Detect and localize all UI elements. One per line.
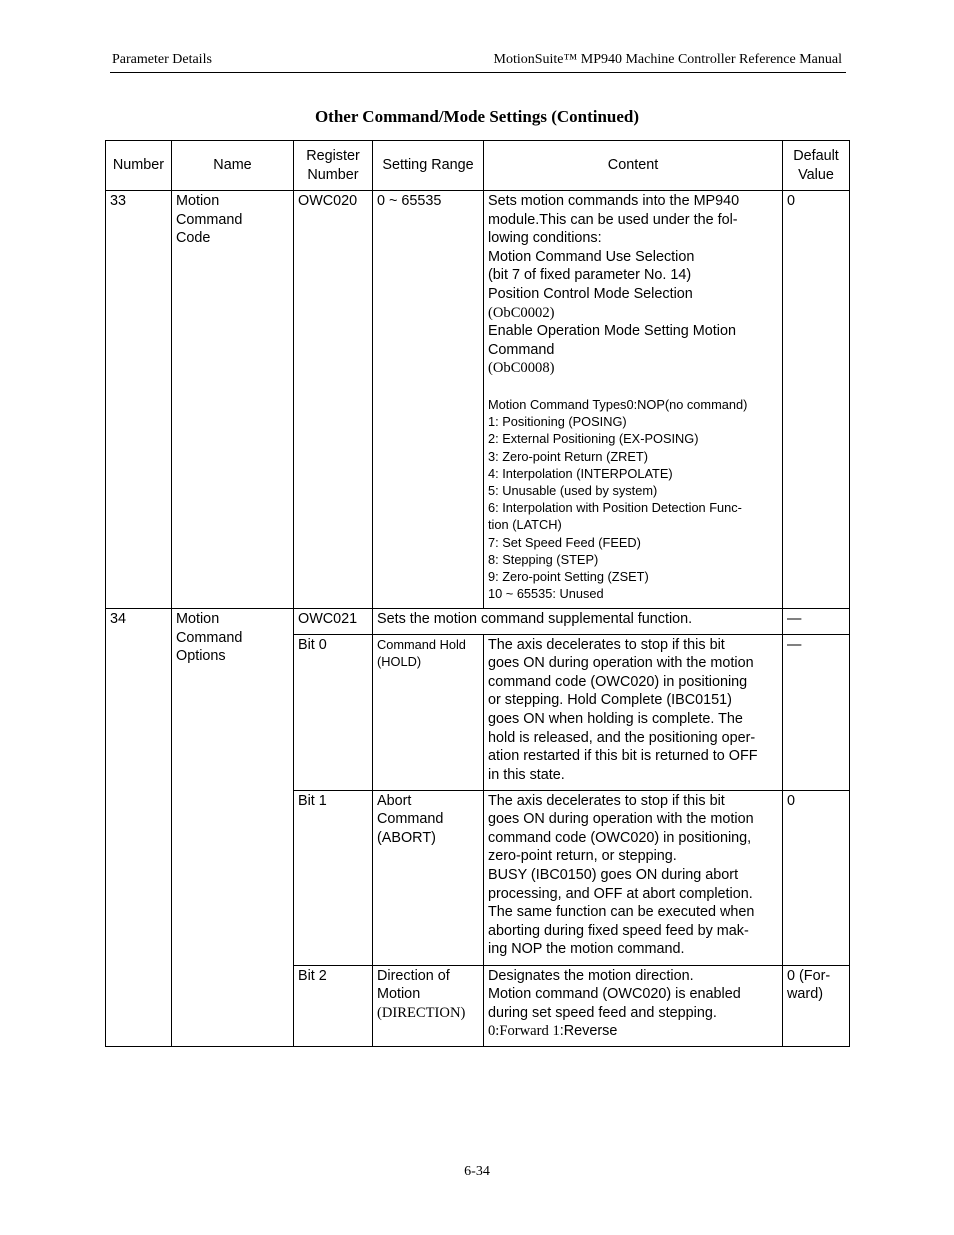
col-name: Name [172, 141, 294, 191]
row33-content-line: (ObC0008) [488, 360, 555, 377]
row33-content-line: (bit 7 of fixed parameter No. 14) [488, 267, 692, 284]
bit2-content-line: Motion command (OWC020) is enabled [488, 986, 741, 1003]
bit2-label: Bit 2 [294, 965, 373, 1046]
col-register [294, 141, 373, 191]
motion-type-line: tion (LATCH) [488, 517, 562, 533]
bit0-content-line: goes ON when holding is complete. The [488, 710, 743, 727]
bit1-default-line: 0 [787, 792, 796, 809]
row33-content-line: Position Control Mode Selection [488, 285, 693, 302]
direction-forward-text: 0:Forward 1 [488, 1023, 560, 1040]
bit1-content-line: zero-point return, or stepping. [488, 848, 677, 865]
row33-content [484, 191, 783, 609]
row33-content-line: module.This can be used under the fol- [488, 211, 738, 228]
bit2-default-line: 0 (For- [787, 967, 831, 984]
row33-name-line: Motion [176, 193, 220, 209]
bit2-name-line: Motion [377, 986, 421, 1003]
bit0-content-line: hold is released, and the positioning oper- [488, 729, 756, 746]
header-section-title: Parameter Details [112, 52, 212, 67]
table-row-34 [106, 609, 850, 635]
bit0-name-line: Command Hold [377, 636, 466, 652]
bit1-content-line: processing, and OFF at abort completion. [488, 885, 753, 902]
row33-default: 0 [783, 191, 850, 609]
bit0-content-line: goes ON during operation with the motion [488, 655, 754, 672]
bit0-content-line: The axis decelerates to stop if this bit [488, 636, 725, 653]
col-default-line1: Default [793, 147, 839, 164]
bit2-name [373, 965, 484, 1046]
bit0-content-line: or stepping. Hold Complete (IBC0151) [488, 692, 732, 709]
bit1-content-line: goes ON during operation with the motion [488, 811, 754, 828]
header-rule [110, 72, 846, 73]
row34-name-line: Motion [176, 611, 220, 627]
motion-type-line: 7: Set Speed Feed (FEED) [488, 534, 641, 550]
bit2-name-line: Direction of [377, 967, 450, 984]
table-title: Other Command/Mode Settings (Continued) [314, 107, 640, 126]
motion-type-line: 10 ~ 65535: Unused [488, 586, 604, 602]
bit0-default [783, 634, 850, 790]
row33-name-line: Code [176, 230, 211, 247]
bit1-content-line: BUSY (IBC0150) goes ON during abort [488, 866, 739, 883]
bit1-content-line: command code (OWC020) in positioning, [488, 829, 752, 846]
bit1-name [373, 790, 484, 965]
row33-range: 0 ~ 65535 [373, 191, 484, 609]
motion-type-line: 4: Interpolation (INTERPOLATE) [488, 465, 673, 481]
bit2-content-line: Designates the motion direction. [488, 967, 694, 984]
row34-name-line: Command [176, 629, 243, 646]
row34-name-line: Options [176, 648, 226, 665]
col-register-line1: Register [306, 147, 360, 164]
bit2-name-line: (DIRECTION) [377, 1004, 466, 1021]
row33-content-line: (ObC0002) [488, 304, 555, 321]
bit1-content-line: aborting during fixed speed feed by mak- [488, 922, 749, 939]
row33-register: OWC020 [294, 191, 373, 609]
col-default-line2: Value [798, 166, 834, 183]
bit1-name-line: Abort [377, 792, 412, 809]
bit1-content-line: The axis decelerates to stop if this bit [488, 792, 725, 809]
bit2-content-line [488, 1022, 778, 1041]
row33-name [172, 191, 294, 609]
row34-default: — [783, 609, 850, 635]
col-default [783, 141, 850, 191]
bit0-label: Bit 0 [294, 634, 373, 790]
bit0-name [373, 634, 484, 790]
motion-type-line: 1: Positioning (POSING) [488, 414, 627, 430]
bit0-content [484, 634, 783, 790]
row33-number: 33 [106, 191, 172, 609]
motion-type-line: 6: Interpolation with Position Detection Func- [488, 500, 742, 516]
page-number: 6-34 [464, 1164, 490, 1179]
bit2-content-line: during set speed feed and stepping. [488, 1004, 717, 1021]
col-register-line2: Number [307, 166, 359, 183]
row34-number: 34 [106, 609, 172, 1047]
row33-content-line: Command [488, 341, 555, 358]
spacer [488, 378, 778, 396]
row33-content-line: lowing conditions: [488, 230, 602, 247]
table-header-row [106, 141, 850, 191]
bit1-name-line: Command [377, 811, 444, 828]
row34-name [172, 609, 294, 1047]
bit1-content-line: The same function can be executed when [488, 904, 755, 921]
bit1-default [783, 790, 850, 965]
col-setting-range: Setting Range [373, 141, 484, 191]
bit0-content-line: in this state. [488, 766, 565, 783]
header-manual-title: MotionSuite™ MP940 Machine Controller Reference Manual [493, 52, 842, 67]
bit2-content [484, 965, 783, 1046]
col-content: Content [484, 141, 783, 191]
bit2-default-line: ward) [787, 986, 823, 1003]
row34-content: Sets the motion command supplemental function. [373, 609, 783, 635]
bit1-content [484, 790, 783, 965]
row33-content-line: Enable Operation Mode Setting Motion [488, 323, 736, 340]
row33-content-line: Motion Command Use Selection [488, 248, 695, 265]
row33-name-line: Command [176, 211, 243, 228]
motion-type-line: 8: Stepping (STEP) [488, 551, 599, 567]
bit1-label: Bit 1 [294, 790, 373, 965]
motion-type-line: 2: External Positioning (EX-POSING) [488, 431, 699, 447]
motion-type-line: 9: Zero-point Setting (ZSET) [488, 568, 649, 584]
table-row-33 [106, 191, 850, 609]
row33-content-line: Sets motion commands into the MP940 [488, 193, 740, 209]
bit0-content-line: command code (OWC020) in positioning [488, 673, 748, 690]
parameter-table [105, 140, 850, 1047]
bit0-name-line: (HOLD) [377, 653, 422, 669]
motion-type-line: 3: Zero-point Return (ZRET) [488, 448, 649, 464]
direction-reverse-text: :Reverse [559, 1023, 618, 1040]
bit0-content-line: ation restarted if this bit is returned to OFF [488, 748, 758, 765]
motion-type-line: 5: Unusable (used by system) [488, 482, 658, 498]
row34-register: OWC021 [294, 609, 373, 635]
col-number: Number [106, 141, 172, 191]
bit0-default-line: — [787, 636, 802, 653]
bit1-content-line: ing NOP the motion command. [488, 941, 685, 958]
motion-type-line: Motion Command Types0:NOP(no command) [488, 396, 748, 412]
bit1-name-line: (ABORT) [377, 829, 436, 846]
bit2-default [783, 965, 850, 1046]
